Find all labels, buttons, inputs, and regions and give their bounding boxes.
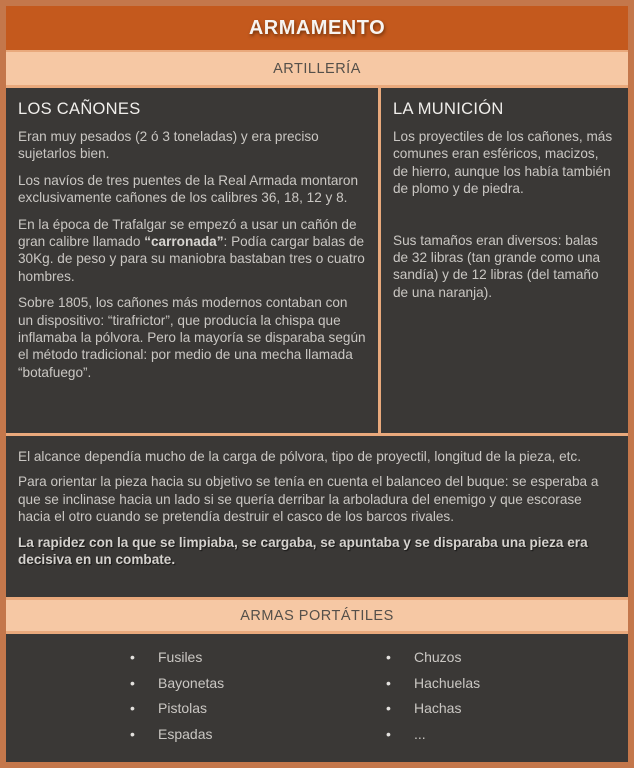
portable-arms-band bbox=[6, 600, 628, 631]
range-paragraph-2: Para orientar la pieza hacia su objetivo se tenía en cuenta el balanceo del buque: se esperaba a que se inclinase hacia un lado si se quería derribar la arboladura del enemigo y que escorase hacia el otro cuando se pretendía destruir el casco de los barcos rivales. bbox=[18, 474, 599, 525]
title-band bbox=[6, 6, 628, 50]
portable-arms-list-right bbox=[372, 634, 628, 762]
cannons-panel bbox=[6, 88, 378, 433]
ammunition-panel bbox=[381, 88, 628, 433]
cannons-paragraph-1: Eran muy pesados (2 ó 3 toneladas) y era preciso sujetarlos bien. bbox=[18, 129, 319, 162]
cannons-paragraph-3-post: : Podía cargar balas de 30Kg. de peso y para su maniobra bastaban tres o cuatro hombres. bbox=[18, 233, 365, 284]
two-column-row bbox=[6, 88, 628, 433]
list-item: • Pistolas bbox=[130, 696, 372, 722]
list-item: • ... bbox=[386, 722, 628, 748]
ammunition-paragraph-2: Sus tamaños eran diversos: balas de 32 libras (tan grande como una sandía) y de 12 libras (del tamaño de una naranja). bbox=[393, 232, 601, 300]
range-paragraph-bold: La rapidez con la que se limpiaba, se cargaba, se apuntaba y se disparaba una pieza era decisiva en un combate. bbox=[18, 534, 588, 567]
ammunition-paragraph-1: Los proyectiles de los cañones, más comunes eran esféricos, macizos, de hierro, aunque los había también de plomo y de piedra. bbox=[393, 129, 613, 197]
range-paragraph-1: El alcance dependía mucho de la carga de pólvora, tipo de proyectil, longitud de la pieza, etc. bbox=[18, 449, 581, 464]
page-title: ARMAMENTO bbox=[248, 16, 386, 39]
list-item: • Hachuelas bbox=[386, 671, 628, 697]
list-item: • Bayonetas bbox=[130, 671, 372, 697]
cannons-paragraph-3-pre: En la época de Trafalgar se empezó a usar un cañón de gran calibre llamado bbox=[18, 216, 357, 249]
range-panel bbox=[6, 436, 628, 597]
portable-arms-list-left bbox=[6, 634, 372, 762]
list-item: • Hachas bbox=[386, 696, 628, 722]
portable-arms-heading: ARMAS PORTÁTILES bbox=[240, 607, 394, 624]
artillery-band bbox=[6, 52, 628, 85]
portable-arms-panel bbox=[6, 634, 628, 762]
cannons-paragraph-2: Los navíos de tres puentes de la Real Armada montaron exclusivamente cañones de los calibres 36, 18, 12 y 8. bbox=[18, 172, 359, 206]
ammunition-heading: LA MUNICIÓN bbox=[393, 100, 504, 118]
list-item: • Fusiles bbox=[130, 645, 372, 671]
artillery-heading: ARTILLERÍA bbox=[273, 60, 361, 77]
cannons-paragraph-4: Sobre 1805, los cañones más modernos contaban con un dispositivo: “tirafrictor”, que producía la chispa que inflamaba la pólvora. Pero la mayoría se disparaba según el método tradicional: por medio de una mecha llamada “botafuego”. bbox=[18, 295, 366, 380]
list-item: • Chuzos bbox=[386, 645, 628, 671]
cannons-heading: LOS CAÑONES bbox=[18, 100, 141, 118]
cannons-paragraph-3 bbox=[18, 216, 366, 286]
carronada-bold-term: “carronada” bbox=[144, 233, 224, 249]
list-item: • Espadas bbox=[130, 722, 372, 748]
